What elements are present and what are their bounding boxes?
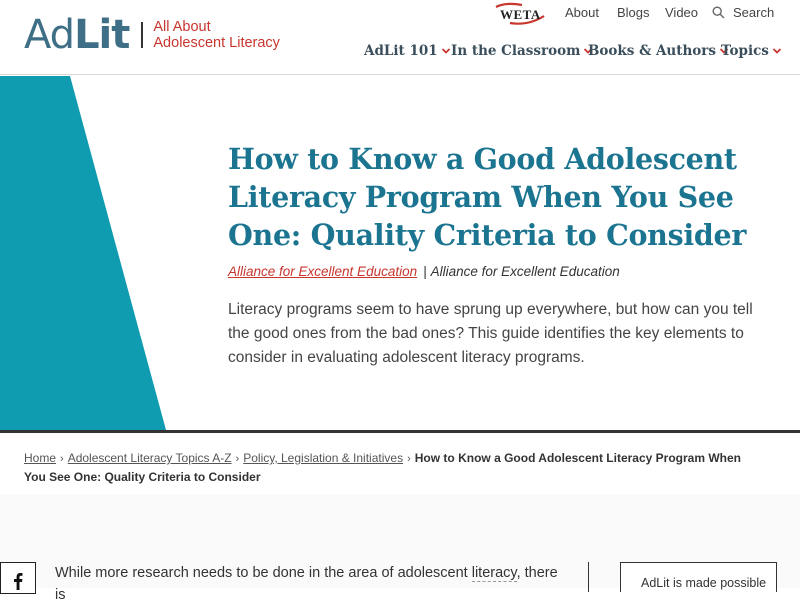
- chevron-right-icon: ›: [60, 453, 64, 465]
- article-paragraph: [55, 562, 565, 606]
- util-link-about[interactable]: About: [565, 5, 599, 20]
- hero-decorative-shape: [0, 76, 170, 430]
- breadcrumb-current: How to Know a Good Adolescent Literacy Program When You See One: Quality Criteria to Consider: [24, 451, 742, 484]
- tagline-line2: Adolescent Literacy: [153, 35, 280, 51]
- chevron-down-icon: [772, 46, 782, 56]
- site-logo[interactable]: [24, 12, 280, 58]
- chevron-right-icon: ›: [407, 453, 411, 465]
- tagline-line1: All About: [153, 19, 211, 35]
- nav-topics[interactable]: [721, 43, 782, 59]
- byline-separator: |: [423, 264, 427, 279]
- breadcrumb-policy[interactable]: Policy, Legislation & Initiatives: [243, 451, 404, 465]
- paragraph-text-end: , there is: [55, 565, 558, 603]
- chevron-right-icon: ›: [235, 453, 240, 465]
- util-link-blogs[interactable]: Blogs: [617, 5, 650, 20]
- logo-lit: Lit: [74, 12, 130, 58]
- article-summary: Literacy programs seem to have sprung up everywhere, but how can you tell the good ones from the bad ones? This guide identifies the key elements to consider in evaluating adolescent literacy programs.: [228, 301, 753, 366]
- site-header: [0, 0, 800, 75]
- logo-divider: [141, 22, 143, 48]
- sponsor-box: [620, 562, 777, 592]
- article-byline: [228, 264, 620, 279]
- sidebar-divider: [588, 562, 589, 592]
- breadcrumb-home[interactable]: Home: [24, 451, 57, 465]
- search-button[interactable]: [712, 5, 774, 20]
- nav-label: In the Classroom: [451, 43, 581, 59]
- util-link-video[interactable]: Video: [665, 5, 699, 20]
- weta-logo[interactable]: [494, 3, 546, 25]
- breadcrumb: [24, 449, 764, 486]
- nav-label: AdLit 101: [364, 43, 438, 59]
- paragraph-text-start: While more research needs to be done in the area of adolescent: [55, 565, 472, 581]
- facebook-share-button[interactable]: [0, 562, 36, 594]
- nav-in-the-classroom[interactable]: [451, 43, 593, 59]
- glossary-term[interactable]: literacy: [471, 565, 517, 581]
- facebook-icon: [13, 572, 23, 590]
- search-label: Search: [733, 5, 775, 20]
- logo-ad: Ad: [24, 12, 75, 58]
- weta-text: WETA: [500, 7, 541, 22]
- nav-adlit-101[interactable]: [364, 43, 451, 59]
- logo-tagline: [153, 19, 280, 51]
- article-hero: [0, 76, 800, 430]
- chevron-down-icon: [441, 46, 451, 56]
- nav-books-authors[interactable]: [588, 43, 729, 59]
- author-link[interactable]: Alliance for Excellent Education: [228, 264, 418, 279]
- search-icon: [712, 6, 725, 19]
- nav-label: Books & Authors: [588, 43, 717, 59]
- breadcrumb-topics[interactable]: Adolescent Literacy Topics A-Z: [67, 451, 232, 465]
- page-title: How to Know a Good Adolescent Literacy Program When You See One: Quality Criteria to Consider: [228, 142, 747, 252]
- nav-label: Topics: [721, 43, 769, 59]
- hero-divider: [0, 430, 800, 433]
- author-org: Alliance for Excellent Education: [430, 264, 620, 279]
- sponsor-text: AdLit is made possible: [641, 576, 767, 590]
